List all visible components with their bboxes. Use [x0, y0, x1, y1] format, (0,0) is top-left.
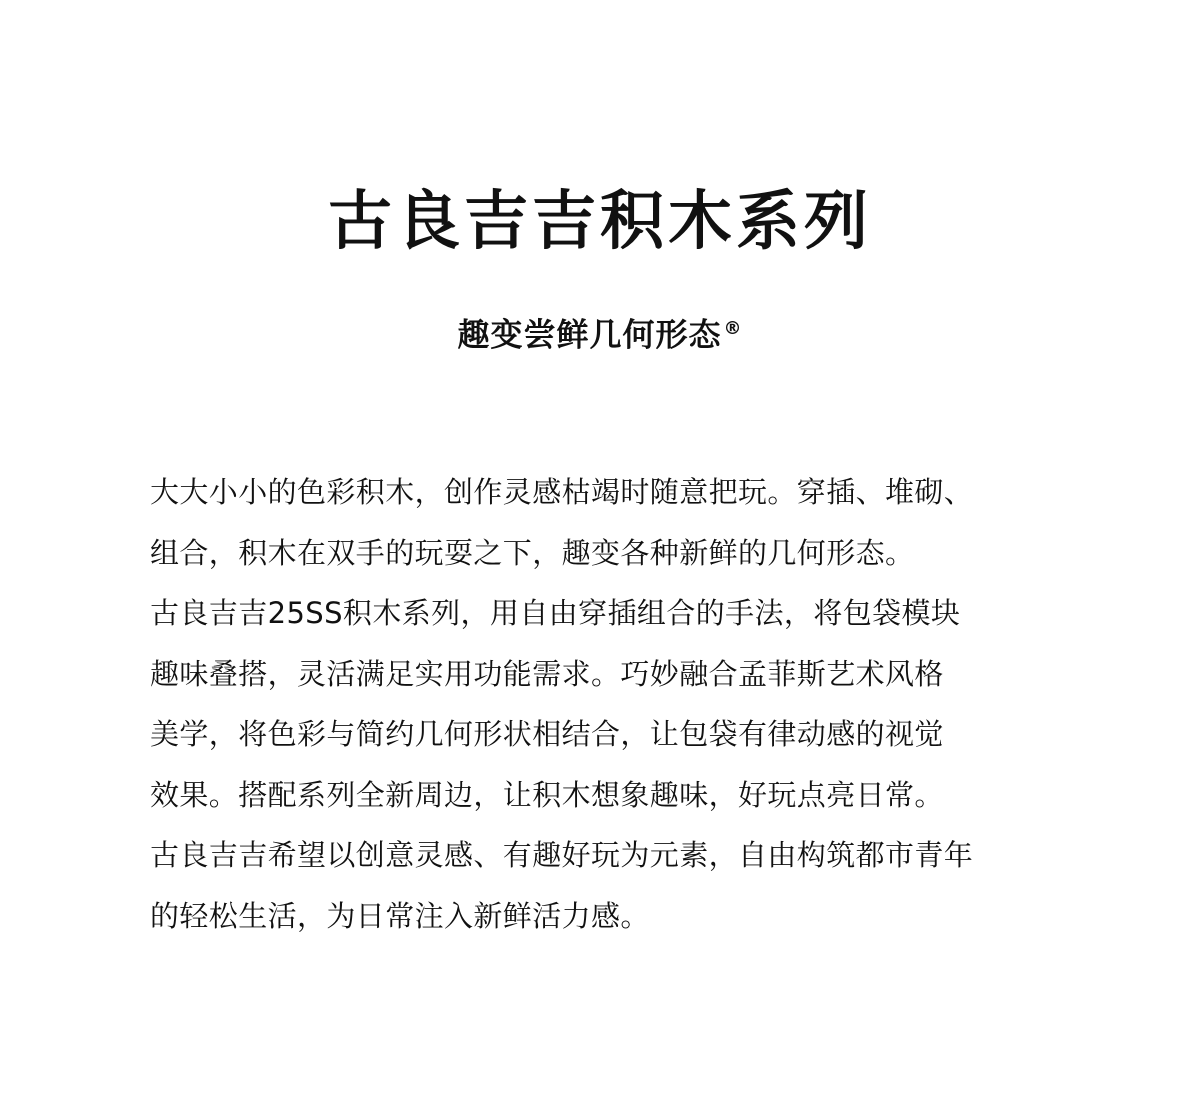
description-line: 古良吉吉25SS积木系列，用自由穿插组合的手法，将包袋模块 [150, 596, 961, 630]
description-line: 效果。搭配系列全新周边，让积木想象趣味，好玩点亮日常。 [150, 777, 944, 812]
description-line: 大大小小的色彩积木，创作灵感枯竭时随意把玩。穿插、堆砌、 [150, 475, 974, 509]
description-line: 组合，积木在双手的玩耍之下，趣变各种新鲜的几何形态。 [150, 535, 915, 570]
subtitle-text: 趣变尝鲜几何形态 [457, 315, 722, 354]
page-subtitle [0, 304, 1200, 360]
description-paragraph [150, 462, 1060, 946]
page-title: 古良吉吉积木系列 [328, 185, 872, 259]
registered-mark: ® [723, 318, 743, 339]
description-line: 趣味叠搭，灵活满足实用功能需求。巧妙融合孟菲斯艺术风格 [150, 656, 944, 691]
description-line: 的轻松生活，为日常注入新鲜活力感。 [150, 898, 650, 933]
description-line: 美学，将色彩与简约几何形状相结合，让包袋有律动感的视觉 [150, 717, 944, 751]
description-line: 古良吉吉希望以创意灵感、有趣好玩为元素，自由构筑都市青年 [150, 838, 974, 872]
